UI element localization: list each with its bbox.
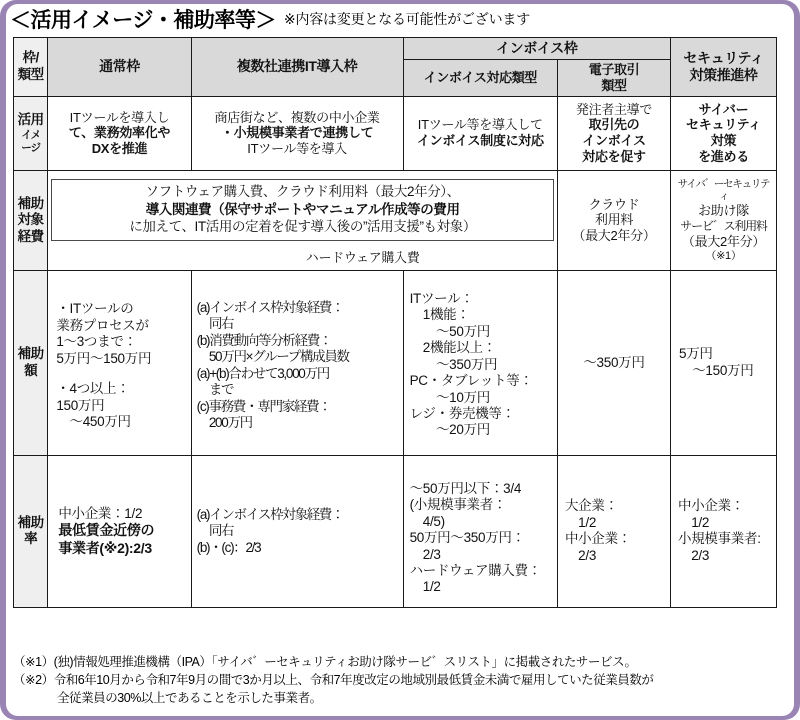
line: ITツールを導入し bbox=[69, 109, 170, 125]
cell-katsuyo-security bbox=[671, 96, 777, 170]
line: 1/2 bbox=[409, 579, 441, 595]
footnote-2-cont: 全従業員の30%以上であることを示した事業者。 bbox=[57, 690, 322, 705]
line: 1/2 bbox=[564, 514, 597, 530]
line: ～150万円 bbox=[679, 362, 754, 378]
header-col-security-l1: セキュリティ bbox=[683, 49, 764, 66]
table-row-gaku bbox=[14, 270, 777, 455]
line: (c)事務費・専門家経費： bbox=[196, 398, 331, 414]
line: て、業務効率化や bbox=[68, 125, 171, 141]
page-title: ＜活用イメージ・補助率等＞ bbox=[10, 9, 276, 32]
header-col-security-l2: 対策推進枠 bbox=[689, 66, 758, 83]
header-col-tsujo: 通常枠 bbox=[48, 38, 191, 97]
cell-katsuyo-invoice-taio bbox=[403, 96, 557, 170]
line: 小規模事業者: bbox=[678, 531, 761, 547]
line: お助け隊 bbox=[698, 203, 749, 219]
cell-katsuyo-fukusu bbox=[191, 96, 403, 170]
line: を進める bbox=[698, 149, 749, 165]
line: 50万円×グループ構成員数 bbox=[196, 349, 349, 365]
line: サイバ゛ーセキュリティ bbox=[677, 177, 770, 203]
rowheader-katsuyo-l2: イメージ bbox=[21, 128, 41, 154]
line: 200万円 bbox=[196, 415, 252, 431]
line: 2機能以上： bbox=[409, 340, 496, 356]
header-col-invoice-taio: インボイス対応類型 bbox=[403, 60, 557, 97]
rowheader-keihi-l2: 対象 bbox=[17, 212, 44, 228]
line: 2/3 bbox=[409, 546, 441, 562]
footnote-1 bbox=[13, 654, 783, 672]
line: インボイス bbox=[582, 133, 646, 149]
rowheader-gaku: 補助額 bbox=[14, 270, 48, 455]
line: (小規模事業者： bbox=[409, 497, 507, 513]
line: ITツール等を導入して bbox=[417, 117, 543, 133]
line: まで bbox=[196, 382, 234, 398]
line: 中小企業： bbox=[564, 531, 631, 547]
line: PC・タブレット等： bbox=[409, 373, 533, 389]
line: ～10万円 bbox=[409, 389, 490, 405]
rowheader-keihi bbox=[14, 170, 48, 270]
cell-ritsu-invoice-taio bbox=[403, 455, 557, 607]
line: (b)消費動向等分析経費： bbox=[196, 332, 332, 348]
line: サイバー bbox=[698, 101, 749, 117]
table-header-row-1 bbox=[14, 38, 777, 60]
line: 事業者(※2):2/3 bbox=[58, 539, 152, 556]
page-title-bar bbox=[10, 5, 780, 33]
line: ～350万円 bbox=[409, 356, 498, 372]
keihi-boxed-block bbox=[51, 179, 554, 241]
line: （最大2年分） bbox=[681, 233, 766, 249]
line: 同右 bbox=[196, 316, 234, 332]
cell-gaku-fukusu bbox=[191, 270, 403, 455]
line: レジ・券売機等： bbox=[409, 405, 515, 421]
cell-keihi-denshi bbox=[557, 170, 670, 270]
line: セキュリティ bbox=[686, 117, 761, 133]
line: (b)・(c)：2/3 bbox=[196, 539, 261, 555]
footnote-2-marker: （※2） bbox=[13, 672, 54, 687]
line: 50万円～350万円： bbox=[409, 530, 525, 546]
line: に加えて、IT活用の定着を促す導入後の”活用支援”も対象） bbox=[129, 219, 476, 235]
header-col-denshi-l2: 類型 bbox=[601, 77, 627, 93]
rowheader-katsuyo-l1: 活用 bbox=[17, 112, 44, 128]
cell-gaku-denshi: ～350万円 bbox=[557, 270, 670, 455]
line: 2/3 bbox=[678, 547, 710, 563]
footnote-2-text: 令和6年10月から令和7年9月の間で3か月以上、令和7年度改定の地域別最低賃金未満で雇用していた従業員数が bbox=[53, 672, 654, 687]
line: 発注者主導で bbox=[575, 101, 653, 117]
line: インボイス制度に対応 bbox=[416, 133, 544, 149]
header-group-invoice: インボイス枠 bbox=[403, 38, 670, 60]
cell-keihi-security bbox=[671, 170, 777, 270]
line: （最大2年分） bbox=[572, 228, 656, 244]
line: ～50万円 bbox=[409, 323, 490, 339]
table-row-katsuyo bbox=[14, 96, 777, 170]
line: 5万円 bbox=[679, 346, 713, 362]
line: （※1） bbox=[705, 249, 742, 262]
line: ・小規模事業者で連携して bbox=[220, 125, 374, 141]
line: 同右 bbox=[196, 523, 234, 539]
footnote-1-marker: （※1） bbox=[13, 655, 54, 669]
line: 5万円～150万円 bbox=[56, 350, 152, 366]
keihi-hardware-label: ハードウェア購入費 bbox=[305, 249, 420, 265]
line: ～450万円 bbox=[56, 413, 131, 429]
cell-ritsu-tsujo bbox=[48, 455, 191, 607]
header-col-security bbox=[671, 38, 777, 97]
subsidy-table bbox=[13, 37, 777, 608]
line: ハードウェア購入費： bbox=[409, 563, 542, 578]
line: 利用料 bbox=[594, 212, 634, 228]
line: (a)インボイス枠対象経費： bbox=[196, 506, 344, 522]
line: 対応を促す bbox=[582, 149, 646, 165]
rowheader-keihi-l3: 経費 bbox=[17, 228, 44, 244]
spacer bbox=[56, 367, 187, 381]
line: 2/3 bbox=[564, 547, 597, 563]
cell-ritsu-denshi bbox=[557, 455, 670, 607]
line: ・4つ以上： bbox=[56, 381, 130, 397]
cell-keihi-shared bbox=[48, 170, 558, 270]
header-frame-type-l2: 類型 bbox=[17, 66, 44, 82]
cell-gaku-security bbox=[671, 270, 777, 455]
cell-gaku-invoice-taio bbox=[403, 270, 557, 455]
line: クラウド bbox=[588, 196, 640, 212]
footnotes bbox=[13, 654, 783, 707]
line: DXを推進 bbox=[91, 141, 148, 157]
header-col-fukusu: 複数社連携IT導入枠 bbox=[191, 38, 403, 97]
rowheader-ritsu: 補助率 bbox=[14, 455, 48, 607]
cell-ritsu-fukusu bbox=[191, 455, 403, 607]
line: 導入関連費（保守サポートやマニュアル作成等の費用 bbox=[145, 201, 460, 217]
rowheader-katsuyo bbox=[14, 96, 48, 170]
header-frame-type-l1: 枠/ bbox=[22, 50, 39, 66]
cell-gaku-tsujo bbox=[48, 270, 191, 455]
line: 1/2 bbox=[678, 514, 710, 530]
line: サービ゛ス利用料 bbox=[680, 219, 767, 234]
line: 1～3つまで： bbox=[56, 334, 137, 350]
line: ITツール等を導入 bbox=[247, 141, 347, 157]
cell-katsuyo-denshi bbox=[557, 96, 670, 170]
line: ・ITツールの bbox=[56, 301, 134, 317]
table-row-ritsu bbox=[14, 455, 777, 607]
line: ～50万円以下：3/4 bbox=[409, 480, 522, 496]
cell-katsuyo-tsujo bbox=[48, 96, 191, 170]
header-frame-type bbox=[14, 38, 48, 97]
line: 商店街など、複数の中小企業 bbox=[214, 109, 380, 125]
cell-ritsu-security bbox=[671, 455, 777, 607]
line: ソフトウェア購入費、クラウド利用料（最大2年分）、 bbox=[145, 184, 460, 200]
footnote-1-text: (独)情報処理推進機構（IPA）「サイバ゛ーセキュリティお助け隊サービ゛スリスト」に掲載されたサービス。 bbox=[53, 655, 637, 669]
line: 中小企業：1/2 bbox=[58, 505, 143, 521]
line: 対策 bbox=[710, 133, 737, 149]
line: ITツール： bbox=[409, 290, 474, 306]
line: (a)インボイス枠対象経費： bbox=[196, 299, 344, 315]
header-col-denshi-l1: 電子取引 bbox=[588, 62, 640, 78]
rowheader-keihi-l1: 補助 bbox=[17, 195, 44, 211]
table-row-keihi bbox=[14, 170, 777, 270]
line: (a)+(b)合わせて3,000万円 bbox=[196, 365, 329, 381]
line: 最低賃金近傍の bbox=[58, 522, 155, 539]
line: 中小企業： bbox=[678, 498, 744, 514]
line: 4/5) bbox=[409, 513, 445, 529]
line: ～20万円 bbox=[409, 422, 490, 438]
page-title-note: ※内容は変更となる可能性がございます bbox=[283, 11, 531, 27]
line: 150万円 bbox=[56, 397, 105, 413]
line: 業務プロセスが bbox=[56, 317, 149, 333]
footnote-2 bbox=[13, 672, 783, 690]
line: 取引先の bbox=[588, 117, 640, 133]
header-col-denshi bbox=[557, 60, 670, 97]
line: 大企業： bbox=[564, 498, 618, 514]
line: 1機能： bbox=[409, 307, 470, 323]
